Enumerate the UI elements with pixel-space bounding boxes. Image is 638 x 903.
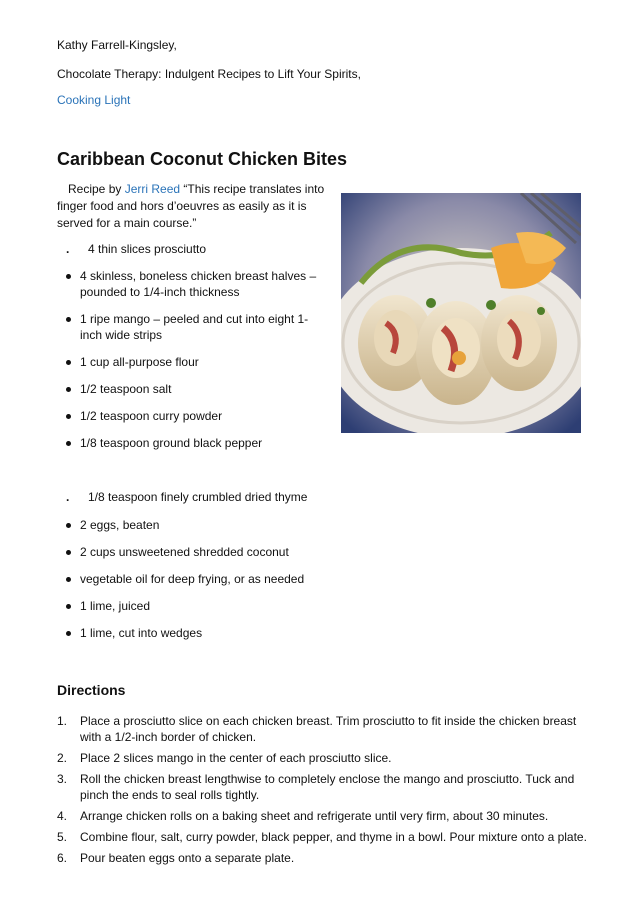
odd-bullet: . bbox=[66, 242, 70, 256]
ingredient-item: vegetable oil for deep frying, or as needed bbox=[57, 571, 327, 587]
food-photo-icon bbox=[341, 193, 581, 433]
ingredient-middle bbox=[66, 489, 307, 505]
cooking-light-link[interactable]: Cooking Light bbox=[57, 93, 131, 107]
odd-bullet: . bbox=[66, 490, 70, 504]
intro-text: “This recipe translates into finger food and hors d’oeuvres as easily as it is served for a main course.” bbox=[57, 182, 325, 230]
ingredient-text: 4 thin slices prosciutto bbox=[88, 242, 207, 256]
ingredient-list-a bbox=[57, 268, 327, 462]
step-number: 5. bbox=[57, 830, 68, 844]
ingredient-item: 4 skinless, boneless chicken breast halves – pounded to 1/4-inch thickness bbox=[57, 268, 327, 300]
directions-heading: Directions bbox=[57, 682, 126, 698]
step-number: 6. bbox=[57, 851, 68, 865]
directions-list bbox=[57, 713, 587, 871]
ingredient-item: 1 lime, juiced bbox=[57, 598, 327, 614]
intro-prefix: Recipe by bbox=[68, 182, 125, 196]
step-number: 4. bbox=[57, 809, 68, 823]
recipe-title: Caribbean Coconut Chicken Bites bbox=[57, 149, 348, 169]
step-number: 2. bbox=[57, 751, 68, 765]
ingredient-item: 1/8 teaspoon ground black pepper bbox=[57, 435, 327, 451]
ingredient-list-b bbox=[57, 517, 327, 652]
book-line: Chocolate Therapy: Indulgent Recipes to Lift Your Spirits, bbox=[57, 67, 361, 81]
direction-step bbox=[57, 829, 587, 845]
step-text: Pour beaten eggs onto a separate plate. bbox=[80, 851, 295, 865]
ingredient-item: 2 eggs, beaten bbox=[57, 517, 327, 533]
ingredient-item: 1 lime, cut into wedges bbox=[57, 625, 327, 641]
ingredient-item: 1/2 teaspoon curry powder bbox=[57, 408, 327, 424]
ingredient-item: 2 cups unsweetened shredded coconut bbox=[57, 544, 327, 560]
step-text: Combine flour, salt, curry powder, black pepper, and thyme in a bowl. Pour mixture onto a plate. bbox=[80, 830, 587, 844]
step-text: Place 2 slices mango in the center of each prosciutto slice. bbox=[80, 751, 392, 765]
ingredient-item: 1 ripe mango – peeled and cut into eight 1-inch wide strips bbox=[57, 311, 327, 343]
direction-step bbox=[57, 750, 587, 766]
step-number: 3. bbox=[57, 772, 68, 786]
recipe-intro bbox=[57, 181, 329, 232]
recipe-author-link[interactable]: Jerri Reed bbox=[124, 182, 181, 196]
ingredient-text: 1/8 teaspoon finely crumbled dried thyme bbox=[88, 490, 308, 504]
step-text: Arrange chicken rolls on a baking sheet and refrigerate until very firm, about 30 minutes. bbox=[80, 809, 549, 823]
step-text: Roll the chicken breast lengthwise to completely enclose the mango and prosciutto. Tuck and pinch the ends to seal rolls tightly. bbox=[80, 772, 575, 802]
direction-step bbox=[57, 850, 587, 866]
step-text: Place a prosciutto slice on each chicken breast. Trim prosciutto to fit inside the chicken breast with a 1/2-inch border of chicken. bbox=[80, 714, 577, 744]
recipe-photo bbox=[341, 193, 581, 433]
ingredient-first bbox=[66, 241, 206, 257]
ingredient-item: 1 cup all-purpose flour bbox=[57, 354, 327, 370]
ingredient-item: 1/2 teaspoon salt bbox=[57, 381, 327, 397]
direction-step bbox=[57, 713, 587, 745]
direction-step bbox=[57, 771, 587, 803]
author-line: Kathy Farrell-Kingsley, bbox=[57, 38, 177, 52]
step-number: 1. bbox=[57, 714, 68, 728]
direction-step bbox=[57, 808, 587, 824]
source-line bbox=[57, 92, 130, 108]
